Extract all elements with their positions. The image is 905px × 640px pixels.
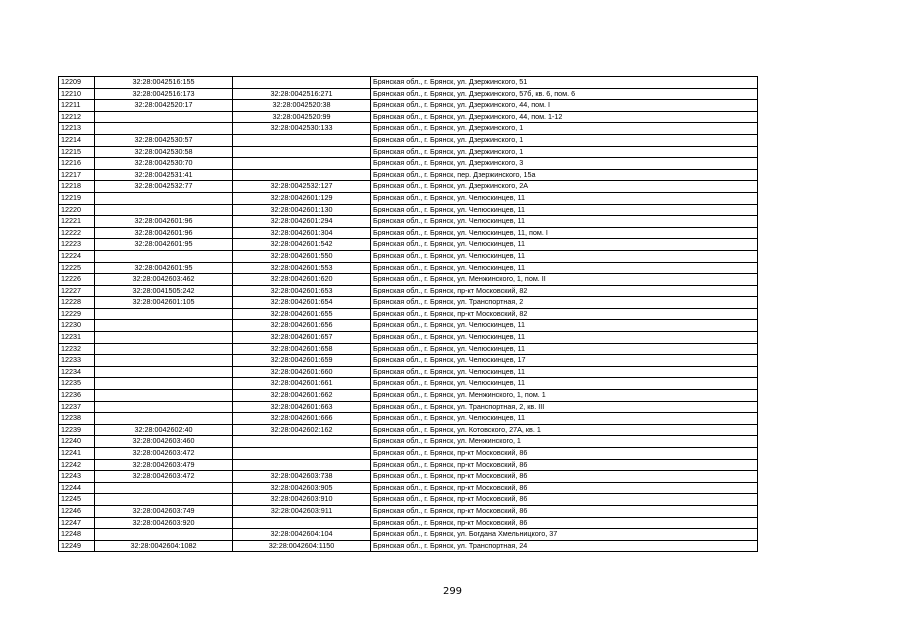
- address-cell: Брянская обл., г. Брянск, ул. Челюскинцев, 11: [371, 366, 758, 378]
- address-cell: Брянская обл., г. Брянск, пр-кт Московский, 86: [371, 448, 758, 460]
- new-cadastral-number-cell: 32:28:0042601:659: [233, 355, 371, 367]
- old-cadastral-number-cell: [95, 123, 233, 135]
- new-cadastral-number-cell: 32:28:0042601:620: [233, 274, 371, 286]
- table-row: [59, 216, 758, 228]
- address-cell: Брянская обл., г. Брянск, пр-кт Московский, 86: [371, 494, 758, 506]
- row-number-cell: 12220: [59, 204, 95, 216]
- table-row: [59, 227, 758, 239]
- table-row: [59, 158, 758, 170]
- row-number-cell: 12237: [59, 401, 95, 413]
- row-number-cell: 12232: [59, 343, 95, 355]
- address-cell: Брянская обл., г. Брянск, ул. Дзержинского, 44, пом. 1-12: [371, 111, 758, 123]
- address-cell: Брянская обл., г. Брянск, ул. Транспортная, 2: [371, 297, 758, 309]
- new-cadastral-number-cell: 32:28:0042601:661: [233, 378, 371, 390]
- new-cadastral-number-cell: 32:28:0042601:553: [233, 262, 371, 274]
- table-row: [59, 343, 758, 355]
- new-cadastral-number-cell: 32:28:0042601:130: [233, 204, 371, 216]
- row-number-cell: 12223: [59, 239, 95, 251]
- old-cadastral-number-cell: 32:28:0042601:96: [95, 216, 233, 228]
- address-cell: Брянская обл., г. Брянск, ул. Дзержинского, 1: [371, 146, 758, 158]
- old-cadastral-number-cell: 32:28:0042516:155: [95, 77, 233, 89]
- old-cadastral-number-cell: 32:28:0042601:105: [95, 297, 233, 309]
- new-cadastral-number-cell: 32:28:0042604:104: [233, 529, 371, 541]
- row-number-cell: 12242: [59, 459, 95, 471]
- old-cadastral-number-cell: 32:28:0042530:58: [95, 146, 233, 158]
- new-cadastral-number-cell: 32:28:0042601:550: [233, 250, 371, 262]
- row-number-cell: 12240: [59, 436, 95, 448]
- table-row: [59, 401, 758, 413]
- table-row: [59, 366, 758, 378]
- row-number-cell: 12219: [59, 192, 95, 204]
- old-cadastral-number-cell: [95, 355, 233, 367]
- old-cadastral-number-cell: 32:28:0042601:96: [95, 227, 233, 239]
- old-cadastral-number-cell: [95, 366, 233, 378]
- new-cadastral-number-cell: 32:28:0042603:738: [233, 471, 371, 483]
- row-number-cell: 12245: [59, 494, 95, 506]
- table-row: [59, 517, 758, 529]
- old-cadastral-number-cell: 32:28:0042601:95: [95, 262, 233, 274]
- address-cell: Брянская обл., г. Брянск, ул. Дзержинского, 44, пом. I: [371, 100, 758, 112]
- new-cadastral-number-cell: 32:28:0042601:666: [233, 413, 371, 425]
- table-row: [59, 297, 758, 309]
- old-cadastral-number-cell: 32:28:0042530:70: [95, 158, 233, 170]
- new-cadastral-number-cell: 32:28:0042520:38: [233, 100, 371, 112]
- row-number-cell: 12227: [59, 285, 95, 297]
- new-cadastral-number-cell: 32:28:0042601:658: [233, 343, 371, 355]
- row-number-cell: 12228: [59, 297, 95, 309]
- address-cell: Брянская обл., г. Брянск, ул. Челюскинцев, 11: [371, 413, 758, 425]
- page-number: 299: [442, 586, 463, 597]
- row-number-cell: 12243: [59, 471, 95, 483]
- row-number-cell: 12222: [59, 227, 95, 239]
- address-cell: Брянская обл., г. Брянск, ул. Дзержинского, 1: [371, 134, 758, 146]
- new-cadastral-number-cell: 32:28:0042603:911: [233, 505, 371, 517]
- table-row: [59, 308, 758, 320]
- table-row: [59, 146, 758, 158]
- table-row: [59, 111, 758, 123]
- address-cell: Брянская обл., г. Брянск, ул. Челюскинцев, 17: [371, 355, 758, 367]
- old-cadastral-number-cell: 32:28:0042516:173: [95, 88, 233, 100]
- table-row: [59, 390, 758, 402]
- table-row: [59, 134, 758, 146]
- address-cell: Брянская обл., г. Брянск, ул. Челюскинцев, 11: [371, 239, 758, 251]
- old-cadastral-number-cell: 32:28:0042603:472: [95, 448, 233, 460]
- address-cell: Брянская обл., г. Брянск, ул. Транспортная, 2, кв. III: [371, 401, 758, 413]
- new-cadastral-number-cell: 32:28:0042601:129: [233, 192, 371, 204]
- address-cell: Брянская обл., г. Брянск, ул. Менжинского, 1: [371, 436, 758, 448]
- old-cadastral-number-cell: 32:28:0042603:749: [95, 505, 233, 517]
- old-cadastral-number-cell: 32:28:0042604:1082: [95, 540, 233, 552]
- address-cell: Брянская обл., г. Брянск, ул. Менжинского, 1, пом. 1: [371, 390, 758, 402]
- row-number-cell: 12210: [59, 88, 95, 100]
- old-cadastral-number-cell: [95, 378, 233, 390]
- table-row: [59, 88, 758, 100]
- row-number-cell: 12230: [59, 320, 95, 332]
- new-cadastral-number-cell: 32:28:0042601:653: [233, 285, 371, 297]
- address-cell: Брянская обл., г. Брянск, ул. Челюскинцев, 11: [371, 343, 758, 355]
- address-cell: Брянская обл., г. Брянск, ул. Дзержинского, 2А: [371, 181, 758, 193]
- table-row: [59, 204, 758, 216]
- address-cell: Брянская обл., г. Брянск, ул. Челюскинцев, 11: [371, 320, 758, 332]
- table-row: [59, 332, 758, 344]
- row-number-cell: 12218: [59, 181, 95, 193]
- address-cell: Брянская обл., г. Брянск, пр-кт Московский, 86: [371, 517, 758, 529]
- row-number-cell: 12248: [59, 529, 95, 541]
- old-cadastral-number-cell: 32:28:0042603:920: [95, 517, 233, 529]
- old-cadastral-number-cell: 32:28:0042603:462: [95, 274, 233, 286]
- old-cadastral-number-cell: 32:28:0042603:460: [95, 436, 233, 448]
- address-cell: Брянская обл., г. Брянск, ул. Челюскинцев, 11: [371, 216, 758, 228]
- address-cell: Брянская обл., г. Брянск, ул. Челюскинцев, 11: [371, 262, 758, 274]
- old-cadastral-number-cell: [95, 494, 233, 506]
- row-number-cell: 12213: [59, 123, 95, 135]
- address-cell: Брянская обл., г. Брянск, ул. Челюскинцев, 11, пом. I: [371, 227, 758, 239]
- row-number-cell: 12238: [59, 413, 95, 425]
- address-cell: Брянская обл., г. Брянск, ул. Дзержинского, 51: [371, 77, 758, 89]
- table-row: [59, 459, 758, 471]
- table-row: [59, 505, 758, 517]
- address-cell: Брянская обл., г. Брянск, ул. Челюскинцев, 11: [371, 332, 758, 344]
- table-row: [59, 274, 758, 286]
- row-number-cell: 12229: [59, 308, 95, 320]
- row-number-cell: 12225: [59, 262, 95, 274]
- table-row: [59, 448, 758, 460]
- new-cadastral-number-cell: 32:28:0042602:162: [233, 424, 371, 436]
- row-number-cell: 12215: [59, 146, 95, 158]
- new-cadastral-number-cell: [233, 169, 371, 181]
- table-row: [59, 239, 758, 251]
- address-cell: Брянская обл., г. Брянск, пр-кт Московский, 86: [371, 505, 758, 517]
- new-cadastral-number-cell: [233, 436, 371, 448]
- old-cadastral-number-cell: [95, 204, 233, 216]
- table-row: [59, 471, 758, 483]
- row-number-cell: 12216: [59, 158, 95, 170]
- new-cadastral-number-cell: 32:28:0042601:654: [233, 297, 371, 309]
- address-cell: Брянская обл., г. Брянск, ул. Богдана Хмельницкого, 37: [371, 529, 758, 541]
- table-row: [59, 378, 758, 390]
- new-cadastral-number-cell: [233, 146, 371, 158]
- table-row: [59, 77, 758, 89]
- row-number-cell: 12212: [59, 111, 95, 123]
- table-row: [59, 123, 758, 135]
- row-number-cell: 12234: [59, 366, 95, 378]
- old-cadastral-number-cell: [95, 390, 233, 402]
- table-row: [59, 169, 758, 181]
- new-cadastral-number-cell: 32:28:0042601:663: [233, 401, 371, 413]
- new-cadastral-number-cell: 32:28:0042604:1150: [233, 540, 371, 552]
- new-cadastral-number-cell: [233, 517, 371, 529]
- old-cadastral-number-cell: [95, 320, 233, 332]
- old-cadastral-number-cell: [95, 250, 233, 262]
- address-cell: Брянская обл., г. Брянск, пр-кт Московский, 86: [371, 459, 758, 471]
- address-cell: Брянская обл., г. Брянск, ул. Челюскинцев, 11: [371, 378, 758, 390]
- row-number-cell: 12235: [59, 378, 95, 390]
- table-row: [59, 413, 758, 425]
- old-cadastral-number-cell: [95, 529, 233, 541]
- row-number-cell: 12211: [59, 100, 95, 112]
- address-cell: Брянская обл., г. Брянск, пр-кт Московский, 82: [371, 285, 758, 297]
- new-cadastral-number-cell: 32:28:0042601:294: [233, 216, 371, 228]
- table-row: [59, 494, 758, 506]
- new-cadastral-number-cell: 32:28:0042530:133: [233, 123, 371, 135]
- old-cadastral-number-cell: [95, 343, 233, 355]
- table-row: [59, 181, 758, 193]
- row-number-cell: 12214: [59, 134, 95, 146]
- table-row: [59, 262, 758, 274]
- new-cadastral-number-cell: 32:28:0042603:910: [233, 494, 371, 506]
- old-cadastral-number-cell: 32:28:0042603:479: [95, 459, 233, 471]
- row-number-cell: 12239: [59, 424, 95, 436]
- old-cadastral-number-cell: 32:28:0042520:17: [95, 100, 233, 112]
- address-cell: Брянская обл., г. Брянск, ул. Дзержинского, 57б, кв. 6, пом. 6: [371, 88, 758, 100]
- new-cadastral-number-cell: 32:28:0042603:905: [233, 482, 371, 494]
- new-cadastral-number-cell: 32:28:0042601:662: [233, 390, 371, 402]
- row-number-cell: 12244: [59, 482, 95, 494]
- row-number-cell: 12221: [59, 216, 95, 228]
- new-cadastral-number-cell: 32:28:0042520:99: [233, 111, 371, 123]
- row-number-cell: 12233: [59, 355, 95, 367]
- old-cadastral-number-cell: 32:28:0042603:472: [95, 471, 233, 483]
- row-number-cell: 12236: [59, 390, 95, 402]
- new-cadastral-number-cell: 32:28:0042601:304: [233, 227, 371, 239]
- old-cadastral-number-cell: [95, 401, 233, 413]
- new-cadastral-number-cell: [233, 158, 371, 170]
- row-number-cell: 12249: [59, 540, 95, 552]
- address-cell: Брянская обл., г. Брянск, ул. Котовского, 27А, кв. 1: [371, 424, 758, 436]
- new-cadastral-number-cell: 32:28:0042601:656: [233, 320, 371, 332]
- table-row: [59, 540, 758, 552]
- table-row: [59, 424, 758, 436]
- row-number-cell: 12209: [59, 77, 95, 89]
- new-cadastral-number-cell: 32:28:0042532:127: [233, 181, 371, 193]
- table-row: [59, 482, 758, 494]
- row-number-cell: 12226: [59, 274, 95, 286]
- table-row: [59, 320, 758, 332]
- row-number-cell: 12241: [59, 448, 95, 460]
- address-cell: Брянская обл., г. Брянск, ул. Дзержинского, 1: [371, 123, 758, 135]
- address-cell: Брянская обл., г. Брянск, пр-кт Московский, 82: [371, 308, 758, 320]
- old-cadastral-number-cell: [95, 111, 233, 123]
- old-cadastral-number-cell: 32:28:0042532:77: [95, 181, 233, 193]
- table-row: [59, 436, 758, 448]
- address-cell: Брянская обл., г. Брянск, пер. Дзержинского, 15а: [371, 169, 758, 181]
- address-cell: Брянская обл., г. Брянск, ул. Челюскинцев, 11: [371, 192, 758, 204]
- row-number-cell: 12231: [59, 332, 95, 344]
- address-cell: Брянская обл., г. Брянск, пр-кт Московский, 86: [371, 482, 758, 494]
- address-cell: Брянская обл., г. Брянск, ул. Челюскинцев, 11: [371, 204, 758, 216]
- table-row: [59, 355, 758, 367]
- new-cadastral-number-cell: [233, 134, 371, 146]
- old-cadastral-number-cell: 32:28:0042531:41: [95, 169, 233, 181]
- old-cadastral-number-cell: [95, 192, 233, 204]
- table-row: [59, 192, 758, 204]
- new-cadastral-number-cell: 32:28:0042601:660: [233, 366, 371, 378]
- new-cadastral-number-cell: 32:28:0042516:271: [233, 88, 371, 100]
- address-cell: Брянская обл., г. Брянск, ул. Челюскинцев, 11: [371, 250, 758, 262]
- row-number-cell: 12246: [59, 505, 95, 517]
- address-cell: Брянская обл., г. Брянск, пр-кт Московский, 86: [371, 471, 758, 483]
- address-cell: Брянская обл., г. Брянск, ул. Менжинского, 1, пом. II: [371, 274, 758, 286]
- table-row: [59, 529, 758, 541]
- row-number-cell: 12224: [59, 250, 95, 262]
- new-cadastral-number-cell: [233, 459, 371, 471]
- new-cadastral-number-cell: 32:28:0042601:657: [233, 332, 371, 344]
- old-cadastral-number-cell: [95, 308, 233, 320]
- new-cadastral-number-cell: 32:28:0042601:542: [233, 239, 371, 251]
- row-number-cell: 12217: [59, 169, 95, 181]
- address-cell: Брянская обл., г. Брянск, ул. Дзержинского, 3: [371, 158, 758, 170]
- old-cadastral-number-cell: 32:28:0042530:57: [95, 134, 233, 146]
- old-cadastral-number-cell: 32:28:0042602:40: [95, 424, 233, 436]
- new-cadastral-number-cell: [233, 77, 371, 89]
- old-cadastral-number-cell: [95, 332, 233, 344]
- old-cadastral-number-cell: [95, 413, 233, 425]
- address-cell: Брянская обл., г. Брянск, ул. Транспортная, 24: [371, 540, 758, 552]
- new-cadastral-number-cell: 32:28:0042601:655: [233, 308, 371, 320]
- new-cadastral-number-cell: [233, 448, 371, 460]
- registry-table-body: [59, 77, 758, 552]
- table-row: [59, 250, 758, 262]
- row-number-cell: 12247: [59, 517, 95, 529]
- old-cadastral-number-cell: [95, 482, 233, 494]
- table-row: [59, 100, 758, 112]
- old-cadastral-number-cell: 32:28:0041505:242: [95, 285, 233, 297]
- old-cadastral-number-cell: 32:28:0042601:95: [95, 239, 233, 251]
- table-row: [59, 285, 758, 297]
- registry-table: [58, 76, 758, 552]
